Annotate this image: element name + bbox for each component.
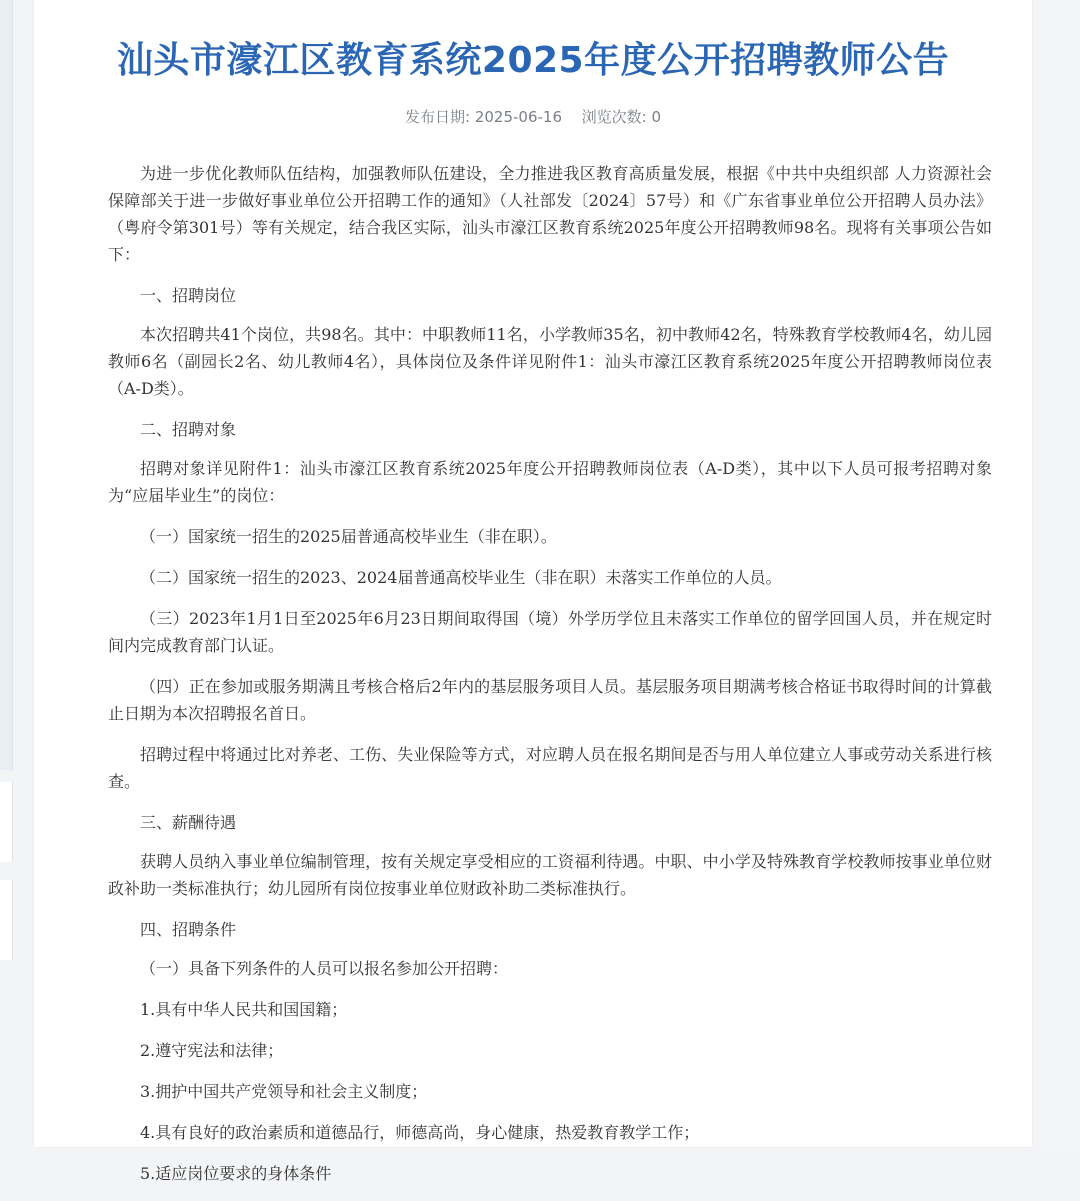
right-gutter — [1032, 0, 1080, 1147]
list-item-condition-1: 1.具有中华人民共和国国籍； — [140, 1000, 348, 1019]
publish-date: 2025-06-16 — [474, 108, 563, 126]
paragraph-salary: 获聘人员纳入事业单位编制管理，按有关规定享受相应的工资福利待遇。中职、中小学及特殊教育学校教师按事业单位财政补助一类标准执行；幼儿园所有岗位按事业单位财政补助二类标准执行。 — [108, 852, 992, 898]
left-sidebar-rail — [0, 0, 13, 770]
section-heading-conditions: 四、招聘条件 — [140, 920, 237, 939]
article-page — [34, 0, 1032, 1183]
list-item-target-2: （二）国家统一招生的2023、2024届普通高校毕业生（非在职）未落实工作单位的人员。 — [140, 568, 782, 587]
list-item-target-1: （一）国家统一招生的2025届普通高校毕业生（非在职）。 — [140, 527, 557, 546]
paragraph-targets: 招聘对象详见附件1：汕头市濠江区教育系统2025年度公开招聘教师岗位表（A-D类），其中以下人员可报考招聘对象为“应届毕业生”的岗位： — [108, 459, 992, 505]
paragraph-positions: 本次招聘共41个岗位，共98名。其中：中职教师11名，小学教师35名，初中教师42名，特殊教育学校教师4名，幼儿园教师6名（副园长2名、幼儿教师4名），具体岗位及条件详见附件1：汕头市濠江区教育系统2025年度公开招聘教师岗位表（A-D类）。 — [108, 325, 992, 398]
section-heading-salary: 三、薪酬待遇 — [140, 813, 237, 832]
left-sidebar-fragment — [0, 880, 13, 960]
list-item-target-4: （四）正在参加或服务期满且考核合格后2年内的基层服务项目人员。基层服务项目期满考核合格证书取得时间的计算截止日期为本次招聘报名首日。 — [108, 677, 992, 723]
left-sidebar-fragment — [0, 782, 13, 862]
paragraph-intro: 为进一步优化教师队伍结构，加强教师队伍建设，全力推进我区教育高质量发展，根据《中共中央组织部 人力资源社会保障部关于进一步做好事业单位公开招聘工作的通知》（人社部发〔2024〕57号）和《广东省事业单位公开招聘人员办法》（粤府令第301号）等有关规定，结合我区实际，汕头市濠江区教育系统2025年度公开招聘教师98名。现将有关事项公告如下： — [108, 164, 992, 264]
list-item-condition-5: 5.适应岗位要求的身体条件 — [140, 1164, 332, 1183]
view-count-label: 浏览次数: — [581, 108, 647, 126]
article-title: 汕头市濠江区教育系统2025年度公开招聘教师公告 — [116, 40, 950, 81]
view-count: 0 — [651, 108, 661, 126]
list-item-condition-4: 4.具有良好的政治素质和道德品行，师德高尚，身心健康，热爱教育教学工作； — [140, 1123, 700, 1142]
paragraph-conditions-intro: （一）具备下列条件的人员可以报名参加公开招聘： — [140, 959, 509, 978]
list-item-condition-2: 2.遵守宪法和法律； — [140, 1041, 284, 1060]
list-item-target-3: （三）2023年1月1日至2025年6月23日期间取得国（境）外学历学位且未落实工作单位的留学回国人员，并在规定时间内完成教育部门认证。 — [108, 609, 992, 655]
article-body — [108, 160, 992, 1201]
paragraph-verification: 招聘过程中将通过比对养老、工伤、失业保险等方式，对应聘人员在报名期间是否与用人单位建立人事或劳动关系进行核查。 — [108, 745, 992, 791]
section-heading-targets: 二、招聘对象 — [140, 420, 237, 439]
list-item-condition-3: 3.拥护中国共产党领导和社会主义制度； — [140, 1082, 428, 1101]
publish-date-label: 发布日期: — [405, 108, 471, 126]
section-heading-positions: 一、招聘岗位 — [140, 286, 237, 305]
article-meta — [34, 106, 1032, 128]
